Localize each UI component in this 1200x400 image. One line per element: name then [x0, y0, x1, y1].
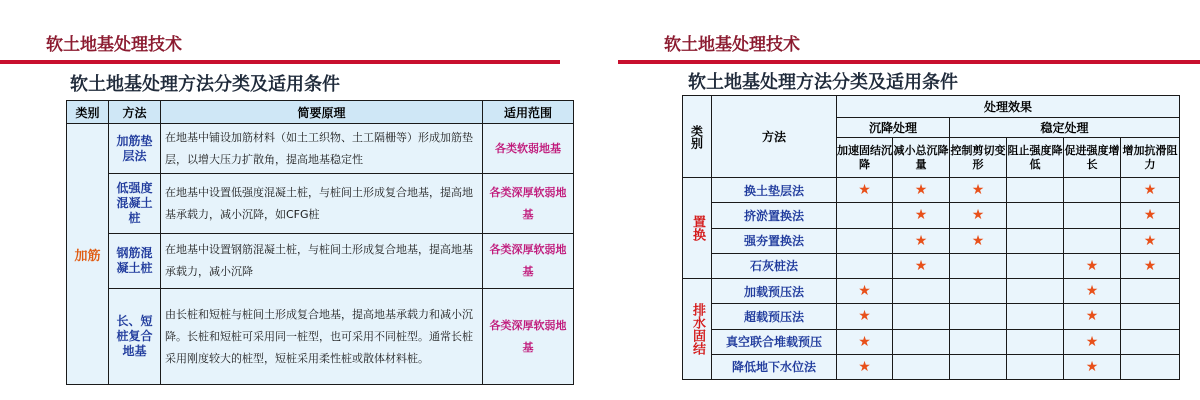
effect-cell [1064, 304, 1121, 329]
effect-cell [1007, 228, 1064, 253]
method-cell: 挤淤置换法 [712, 203, 837, 228]
effect-cell [950, 228, 1007, 253]
slide-subtitle: 软土地基处理方法分类及适用条件 [70, 74, 340, 95]
table-row [683, 253, 1180, 278]
description-cell: 在地基中设置钢筋混凝土桩，与桩间土形成复合地基，提高地基承载力，减小沉降 [161, 234, 483, 289]
effect-cell [837, 279, 893, 304]
star-icon: ★ [858, 333, 871, 350]
method-table [66, 100, 574, 385]
star-icon: ★ [1085, 283, 1099, 300]
effect-cell [1121, 354, 1180, 379]
method-cell: 石灰桩法 [712, 253, 837, 278]
effect-header: 阻止强度降低 [1007, 138, 1064, 178]
category-cell: 加筋 [67, 124, 109, 385]
table-row [683, 304, 1180, 329]
effect-cell [893, 203, 950, 228]
table-row [67, 124, 574, 174]
column-header-effect: 处理效果 [837, 96, 1180, 118]
effect-cell [893, 178, 950, 203]
effect-cell [950, 178, 1007, 203]
effect-cell [1121, 304, 1180, 329]
star-icon: ★ [914, 182, 928, 199]
method-table-container [66, 100, 573, 384]
star-icon: ★ [1143, 232, 1157, 249]
column-header-method: 方法 [712, 96, 837, 178]
star-icon: ★ [1085, 333, 1099, 350]
star-icon: ★ [1085, 257, 1099, 274]
slide-subtitle: 软土地基处理方法分类及适用条件 [688, 72, 958, 93]
method-cell: 降低地下水位法 [712, 354, 837, 379]
effect-cell [1121, 279, 1180, 304]
right-slide [600, 0, 1200, 400]
table-row [683, 279, 1180, 304]
effect-cell [837, 203, 893, 228]
method-cell: 钢筋混凝土桩 [109, 234, 161, 289]
table-row [67, 174, 574, 234]
effect-table-container [682, 95, 1179, 380]
star-icon: ★ [971, 207, 985, 224]
table-row [683, 354, 1180, 379]
effect-cell [837, 354, 893, 379]
effect-table-body [683, 178, 1180, 380]
effect-cell [837, 253, 893, 278]
column-header: 方法 [109, 101, 161, 124]
group-header-stability: 稳定处理 [950, 118, 1180, 138]
range-cell: 各类深厚软弱地基 [483, 174, 574, 234]
column-header: 简要原理 [161, 101, 483, 124]
effect-cell [1064, 253, 1121, 278]
star-icon: ★ [914, 207, 928, 224]
effect-cell [950, 354, 1007, 379]
effect-cell [1064, 354, 1121, 379]
effect-cell [837, 304, 893, 329]
effect-cell [950, 253, 1007, 278]
star-icon: ★ [858, 308, 871, 325]
effect-table [682, 95, 1180, 380]
effect-cell [950, 279, 1007, 304]
effect-header: 减小总沉降量 [893, 138, 950, 178]
effect-cell [1007, 304, 1064, 329]
star-icon: ★ [1085, 308, 1099, 325]
category-cell: 排水固结 [683, 279, 712, 380]
table-row [683, 203, 1180, 228]
effect-cell [1007, 354, 1064, 379]
effect-cell [837, 329, 893, 354]
method-cell: 加载预压法 [712, 279, 837, 304]
range-cell: 各类深厚软弱地基 [483, 234, 574, 289]
effect-cell [1007, 329, 1064, 354]
effect-cell [950, 203, 1007, 228]
description-cell: 在地基中铺设加筋材料（如土工织物、土工隔栅等）形成加筋垫层，以增大压力扩散角，提高地基稳定性 [161, 124, 483, 174]
effect-cell [1121, 203, 1180, 228]
effect-header: 加速固结沉降 [837, 138, 893, 178]
description-cell: 由长桩和短桩与桩间土形成复合地基，提高地基承载力和减小沉降。长桩和短桩可采用同一桩型，也可采用不同桩型。通常长桩采用刚度较大的桩型，短桩采用柔性桩或散体材料桩。 [161, 289, 483, 385]
effect-cell [1064, 203, 1121, 228]
effect-cell [1007, 203, 1064, 228]
table-header-row [67, 101, 574, 124]
effect-cell [1064, 228, 1121, 253]
effect-cell [950, 304, 1007, 329]
star-icon: ★ [914, 257, 928, 274]
method-cell: 加筋垫层法 [109, 124, 161, 174]
range-cell: 各类软弱地基 [483, 124, 574, 174]
effect-cell [893, 354, 950, 379]
effect-cell [1064, 279, 1121, 304]
effect-cell [893, 228, 950, 253]
star-icon: ★ [971, 232, 985, 249]
range-cell: 各类深厚软弱地基 [483, 289, 574, 385]
star-icon: ★ [1085, 358, 1099, 375]
method-cell: 超载预压法 [712, 304, 837, 329]
header-divider [618, 60, 1200, 64]
star-icon: ★ [1143, 207, 1157, 224]
effect-cell [893, 253, 950, 278]
header-divider [0, 60, 560, 64]
star-icon: ★ [858, 182, 871, 199]
category-cell: 置换 [683, 178, 712, 279]
method-cell: 强夯置换法 [712, 228, 837, 253]
effect-cell [950, 329, 1007, 354]
effect-cell [1007, 253, 1064, 278]
effect-cell [1007, 178, 1064, 203]
effect-cell [1121, 228, 1180, 253]
effect-header: 促进强度增长 [1064, 138, 1121, 178]
table-row [67, 234, 574, 289]
method-cell: 低强度混凝土桩 [109, 174, 161, 234]
star-icon: ★ [1143, 257, 1157, 274]
method-cell: 换土垫层法 [712, 178, 837, 203]
star-icon: ★ [858, 358, 871, 375]
effect-cell [1121, 253, 1180, 278]
effect-cell [1064, 329, 1121, 354]
slide-header: 软土地基处理技术 [46, 35, 182, 55]
column-header: 类别 [67, 101, 109, 124]
star-icon: ★ [858, 283, 871, 300]
effect-cell [893, 329, 950, 354]
description-cell: 在地基中设置低强度混凝土桩，与桩间土形成复合地基，提高地基承载力，减小沉降，如CFG桩 [161, 174, 483, 234]
effect-cell [1121, 329, 1180, 354]
effect-cell [1007, 279, 1064, 304]
table-row [683, 178, 1180, 203]
method-cell: 真空联合堆载预压 [712, 329, 837, 354]
column-header: 适用范围 [483, 101, 574, 124]
table-row [683, 228, 1180, 253]
effect-header: 控制剪切变形 [950, 138, 1007, 178]
column-header-category: 类别 [683, 96, 712, 178]
effect-cell [893, 304, 950, 329]
effect-cell [1064, 178, 1121, 203]
effect-cell [837, 178, 893, 203]
method-cell: 长、短桩复合地基 [109, 289, 161, 385]
effect-header: 增加抗滑阻力 [1121, 138, 1180, 178]
slide-header: 软土地基处理技术 [664, 35, 800, 55]
star-icon: ★ [914, 232, 928, 249]
effect-cell [1121, 178, 1180, 203]
star-icon: ★ [1143, 182, 1157, 199]
effect-cell [893, 279, 950, 304]
table-row [683, 329, 1180, 354]
group-header-settlement: 沉降处理 [837, 118, 950, 138]
star-icon: ★ [971, 182, 985, 199]
table-row [67, 289, 574, 385]
table-header-row [683, 96, 1180, 118]
effect-cell [837, 228, 893, 253]
